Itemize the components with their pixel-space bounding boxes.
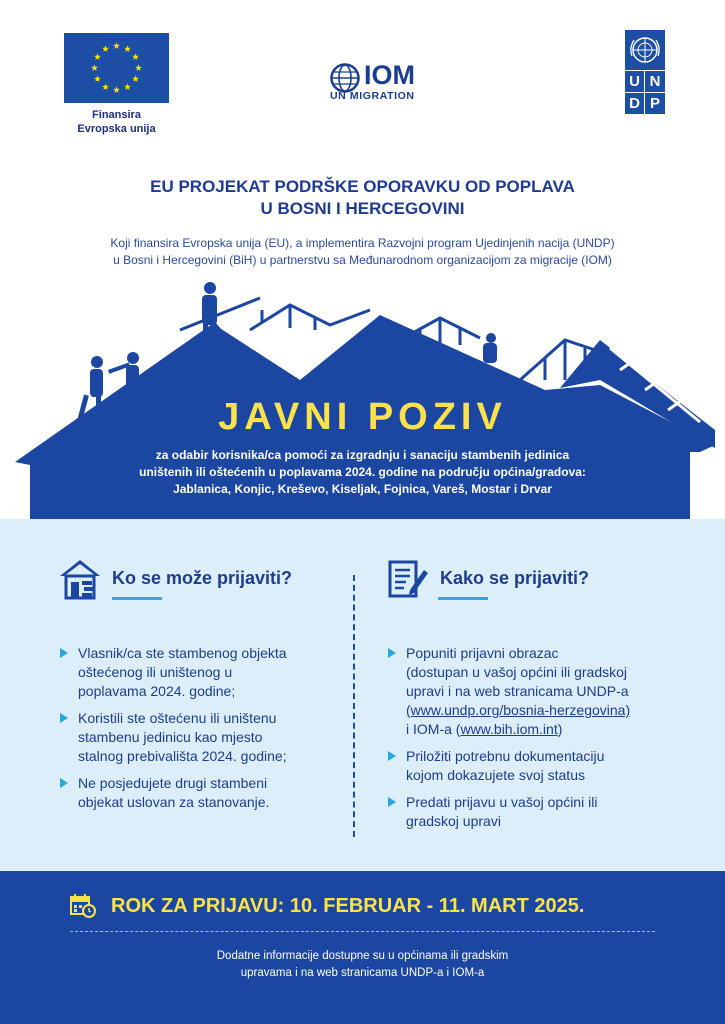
- undp-logo: [625, 30, 665, 114]
- project-subtitle: [30, 235, 695, 269]
- how-item1-line3: upravi i na web stranicama UNDP-a: [406, 683, 629, 699]
- call-desc-line1: za odabir korisnika/ca pomoći za izgradnju i sanaciju stambenih jedinica: [155, 448, 570, 462]
- undp-letter-p: P: [645, 92, 665, 114]
- footer-note-line2: upravama i na web stranicama UNDP-a i IOM-a: [240, 967, 485, 979]
- how-item1-line2: (dostupan u vašoj općini ili gradskoj: [406, 664, 628, 680]
- eu-star-icon: [124, 45, 131, 52]
- eu-stars-icon: [64, 33, 169, 103]
- bullet-arrow-icon: [60, 778, 68, 788]
- bullet-arrow-icon: [60, 713, 68, 723]
- who-item2-line2: stambenu jedinicu kao mjesto: [78, 729, 263, 745]
- project-title: [40, 176, 685, 220]
- footer-divider: [70, 931, 655, 932]
- list-item: [60, 644, 340, 701]
- who-item1-line2: oštećenog ili uništenog u: [78, 664, 233, 680]
- eu-caption-line2: Evropska unija: [77, 123, 156, 135]
- who-underline: [112, 597, 162, 600]
- iom-tagline: UN MIGRATION: [330, 90, 415, 102]
- call-desc-line2: uništenih ili oštećenih u poplavama 2024. godine na području općina/gradova:: [139, 465, 586, 479]
- how-item3-line1: Predati prijavu u vašoj općini ili: [406, 794, 598, 810]
- how-underline: [438, 597, 488, 600]
- list-item: [388, 747, 698, 785]
- undp-letters: [625, 70, 665, 114]
- who-list: [60, 644, 340, 820]
- undp-website-link[interactable]: (www.undp.org/bosnia-herzegovina): [406, 702, 631, 718]
- project-subtitle-line1: Koji finansira Evropska unija (EU), a implementira Razvojni program Ujedinjenih nacija (UNDP): [110, 236, 615, 250]
- eu-star-icon: [102, 83, 109, 90]
- who-item2-line1: Koristili ste oštećenu ili uništenu: [78, 710, 277, 726]
- call-title: JAVNI POZIV: [218, 396, 507, 438]
- eu-star-icon: [135, 64, 142, 71]
- bullet-arrow-icon: [388, 751, 396, 761]
- eu-caption-line1: Finansira: [92, 109, 141, 121]
- form-pencil-icon: [386, 556, 430, 600]
- eu-star-icon: [94, 75, 101, 82]
- house-bricks-icon: [58, 556, 102, 600]
- iom-website-link[interactable]: www.bih.iom.int: [460, 721, 558, 737]
- iom-logo: [330, 60, 450, 104]
- how-item1-line5-post: ): [557, 721, 563, 737]
- how-list: [388, 644, 698, 839]
- how-item2-line2: kojom dokazujete svoj status: [406, 767, 585, 783]
- list-item: [60, 709, 340, 766]
- how-item1-line5: [406, 720, 698, 739]
- eu-star-icon: [132, 75, 139, 82]
- footer-note-line1: Dodatne informacije dostupne su u općinama ili gradskim: [216, 950, 509, 962]
- how-item1-line5-pre: i IOM-a (: [406, 721, 461, 737]
- iom-globe-icon: [330, 63, 360, 93]
- eu-star-icon: [113, 42, 120, 49]
- who-heading: [58, 556, 292, 600]
- project-subtitle-line2: u Bosni i Hercegovini (BiH) u partnerstvu sa Međunarodnom organizacijom za migracije (IOM): [113, 253, 612, 267]
- eu-star-icon: [124, 83, 131, 90]
- call-desc-line3: Jablanica, Konjic, Kreševo, Kiseljak, Fojnica, Vareš, Mostar i Drvar: [173, 482, 552, 496]
- who-item3-line1: Ne posjedujete drugi stambeni: [78, 775, 268, 791]
- how-heading: [386, 556, 589, 600]
- who-item1-line1: Vlasnik/ca ste stambenog objekta: [78, 645, 287, 661]
- eu-star-icon: [102, 45, 109, 52]
- list-item: [388, 793, 698, 831]
- call-description: [100, 447, 625, 498]
- eu-star-icon: [94, 53, 101, 60]
- who-item1-line3: poplavama 2024. godine;: [78, 683, 236, 699]
- undp-letter-n: N: [645, 70, 665, 92]
- who-item3-line2: objekat uslovan za stanovanje.: [78, 794, 270, 810]
- eu-star-icon: [113, 86, 120, 93]
- bullet-arrow-icon: [388, 648, 396, 658]
- list-item: [388, 644, 698, 739]
- how-heading-text: Kako se prijaviti?: [440, 567, 590, 588]
- undp-letter-u: U: [625, 70, 645, 92]
- un-emblem-icon: [625, 30, 665, 70]
- how-item3-line2: gradskoj upravi: [406, 813, 501, 829]
- list-item: [60, 774, 340, 812]
- column-divider: [353, 575, 355, 837]
- eu-star-icon: [132, 53, 139, 60]
- iom-name: IOM: [364, 60, 415, 90]
- bullet-arrow-icon: [388, 797, 396, 807]
- footer-note: [60, 948, 665, 982]
- who-item2-line3: stalnog prebivališta 2024. godine;: [78, 748, 287, 764]
- deadline-text: ROK ZA PRIJAVU: 10. FEBRUAR - 11. MART 2025.: [111, 894, 585, 917]
- eu-caption: [64, 108, 169, 136]
- deadline-row: [70, 894, 670, 918]
- calendar-clock-icon: [70, 894, 96, 918]
- how-item2-line1: Priložiti potrebnu dokumentaciju: [406, 748, 605, 764]
- eu-flag-logo: [64, 33, 169, 103]
- project-title-line2: U BOSNI I HERCEGOVINI: [260, 199, 465, 218]
- eu-star-icon: [91, 64, 98, 71]
- who-heading-text: Ko se može prijaviti?: [112, 567, 293, 588]
- how-item1-line1: Popuniti prijavni obrazac: [406, 645, 559, 661]
- undp-letter-d: D: [625, 92, 645, 114]
- bullet-arrow-icon: [60, 648, 68, 658]
- project-title-line1: EU PROJEKAT PODRŠKE OPORAVKU OD POPLAVA: [150, 177, 575, 196]
